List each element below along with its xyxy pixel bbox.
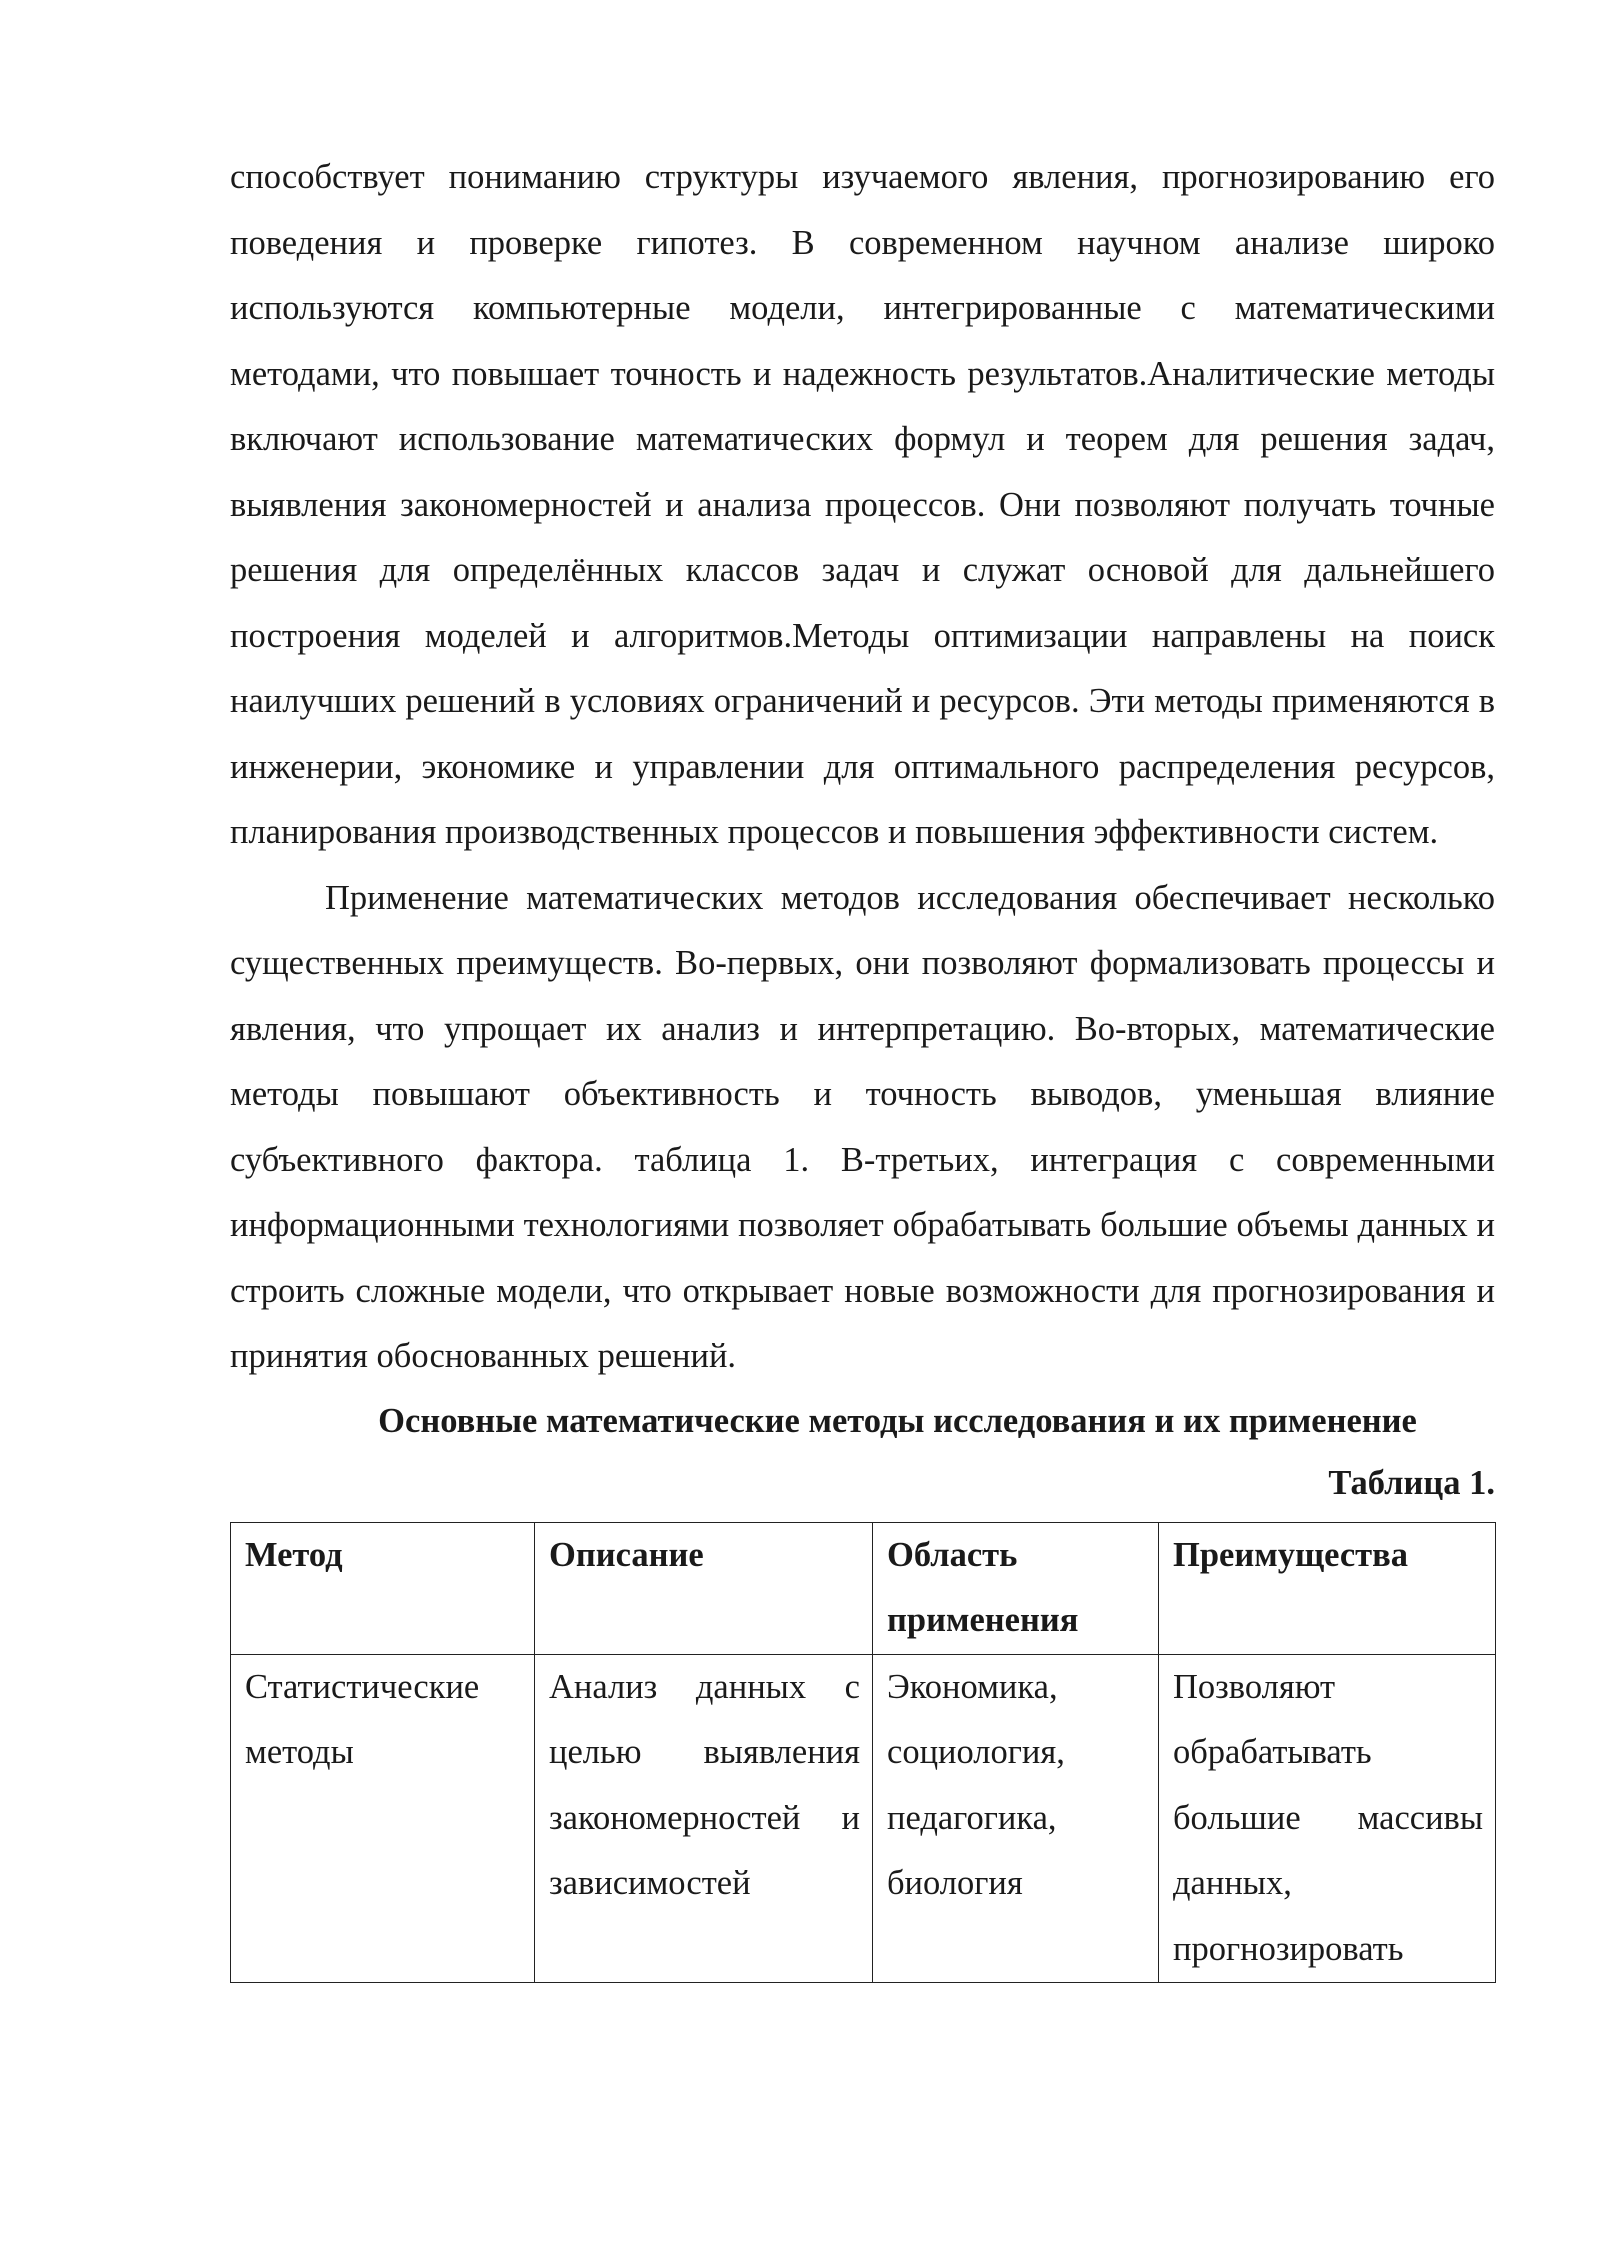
header-description: Описание xyxy=(535,1522,873,1654)
methods-table xyxy=(230,1522,1496,1984)
table-caption: Основные математические методы исследования и их применение xyxy=(378,1401,1417,1440)
table-header-row xyxy=(231,1522,1496,1654)
cell-method: Статистические методы xyxy=(231,1654,535,1983)
cell-application-area: Экономика, социология, педагогика, биология xyxy=(873,1654,1159,1983)
header-application-area: Область применения xyxy=(873,1522,1159,1654)
header-method: Метод xyxy=(231,1522,535,1654)
table-row xyxy=(231,1654,1496,1983)
paragraph-1: способствует пониманию структуры изучаемого явления, прогнозированию его поведения и проверке гипотез. В современном научном анализе широко используются компьютерные модели, интегрированные с математическими методами, что повышает точность и надежность результатов.Аналитические методы включают использование математических формул и теорем для решения задач, выявления закономерностей и анализа процессов. Они позволяют получать точные решения для определённых классов задач и служат основой для дальнейшего построения моделей и алгоритмов.Методы оптимизации направлены на поиск наилучших решений в условиях ограничений и ресурсов. Эти методы применяются в инженерии, экономике и управлении для оптимального распределения ресурсов, планирования производственных процессов и повышения эффективности систем. xyxy=(230,158,1495,851)
paragraph-2: Применение математических методов исследования обеспечивает несколько существенных преимуществ. Во-первых, они позволяют формализовать процессы и явления, что упрощает их анализ и интерпретацию. Во-вторых, математические методы повышают объективность и точность выводов, уменьшая влияние субъективного фактора. таблица 1. В-третьих, интеграция с современными информационными технологиями позволяет обрабатывать большие объемы данных и строить сложные модели, что открывает новые возможности для прогнозирования и принятия обоснованных решений. xyxy=(230,878,1495,1375)
document-page xyxy=(230,145,1495,1983)
cell-description: Анализ данных с целью выявления закономерностей и зависимостей xyxy=(535,1654,873,1983)
header-advantages: Преимущества xyxy=(1159,1522,1496,1654)
cell-advantages: Позволяют обрабатывать большие массивы данных, прогнозировать xyxy=(1159,1654,1496,1983)
table-label: Таблица 1. xyxy=(1328,1463,1495,1502)
